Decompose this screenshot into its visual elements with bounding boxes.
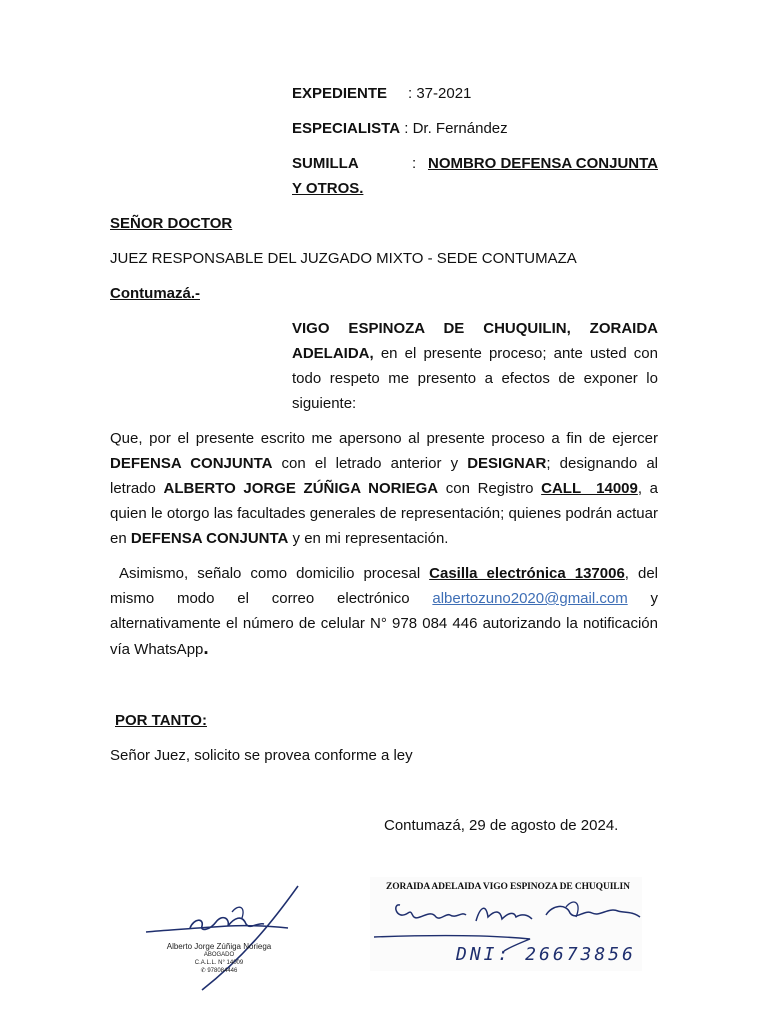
electronic-box: Casilla electrónica 137006 — [429, 565, 625, 582]
p1-text-5: , a quien le otorgo las facultades generales de representación; quienes podrán actuar en — [110, 480, 658, 547]
p1-bold-2: DESIGNAR — [467, 455, 547, 472]
lawyer-registry: CALL 14009 — [541, 480, 638, 497]
lawyer-stamp-role: ABOGADO — [203, 952, 235, 958]
lawyer-signature-stamp — [138, 884, 306, 992]
p2-text-2: , del mismo modo el correo electrónico — [110, 565, 658, 607]
email-link[interactable]: albertozuno2020@gmail.com — [432, 590, 628, 607]
especialista-value: : Dr. Fernández — [404, 120, 508, 137]
especialista-row — [292, 116, 658, 141]
sumilla-value-line1: NOMBRO DEFENSA CONJUNTA — [427, 155, 658, 172]
client-printed-name: ZORAIDA ADELAIDA VIGO ESPINOZA DE CHUQUILIN — [386, 882, 630, 892]
p1-text-2: con el letrado anterior y — [272, 455, 468, 472]
sumilla-row — [292, 151, 658, 201]
body-paragraph-1 — [110, 426, 658, 551]
p2-text-3: y alternativamente el número de celular N° 978 084 446 autorizando la notificación vía WhatsApp — [110, 590, 658, 658]
client-dni: DNI: 26673856 — [456, 944, 636, 965]
p1-bold-1: DEFENSA CONJUNTA — [110, 455, 273, 472]
body-paragraph-2 — [110, 561, 658, 662]
p1-text-3: ; designando al letrado — [110, 455, 659, 497]
client-signature-block — [370, 877, 642, 971]
lawyer-signature-scribble — [138, 884, 306, 992]
lawyer-stamp-name: Alberto Jorge Zúñiga Noriega — [166, 942, 272, 951]
lawyer-stamp-phone: ✆ 978084446 — [200, 968, 238, 974]
intro-text: en el presente proceso; ante usted con todo respeto me presento a efectos de exponer lo siguiente: — [292, 345, 658, 412]
addressee-place: Contumazá.- — [110, 285, 200, 302]
addressee-court: JUEZ RESPONSABLE DEL JUZGADO MIXTO - SEDE CONTUMAZA — [110, 250, 577, 267]
p2-text-1: Asimismo, señalo como domicilio procesal — [110, 565, 430, 582]
expediente-row — [292, 81, 658, 106]
request-line: Señor Juez, solicito se provea conforme a ley — [110, 747, 413, 764]
sumilla-value-line2: Y OTROS. — [292, 180, 364, 197]
p2-period: . — [203, 638, 209, 659]
p1-text-1: Que, por el presente escrito me apersono al presente proceso a fin de ejercer — [110, 430, 658, 447]
sumilla-colon: : — [412, 155, 417, 172]
addressee-title: SEÑOR DOCTOR — [110, 215, 233, 232]
p1-text-6: y en mi representación. — [288, 530, 449, 547]
lawyer-name: ALBERTO JORGE ZÚÑIGA NORIEGA — [163, 480, 439, 497]
expediente-value: : 37-2021 — [408, 85, 472, 102]
expediente-label: EXPEDIENTE — [292, 85, 388, 102]
petitioner-name: VIGO ESPINOZA DE CHUQUILIN, ZORAIDA ADELAIDA, — [292, 320, 658, 362]
lawyer-stamp-reg: C.A.L.L. N° 14009 — [194, 960, 244, 966]
intro-paragraph — [292, 316, 658, 416]
sumilla-label: SUMILLA — [292, 155, 359, 172]
p1-text-4: con Registro — [438, 480, 542, 497]
por-tanto-heading: POR TANTO: — [115, 712, 207, 729]
especialista-label: ESPECIALISTA — [292, 120, 401, 137]
date-line: Contumazá, 29 de agosto de 2024. — [384, 817, 619, 834]
p1-bold-5: DEFENSA CONJUNTA — [130, 530, 289, 547]
